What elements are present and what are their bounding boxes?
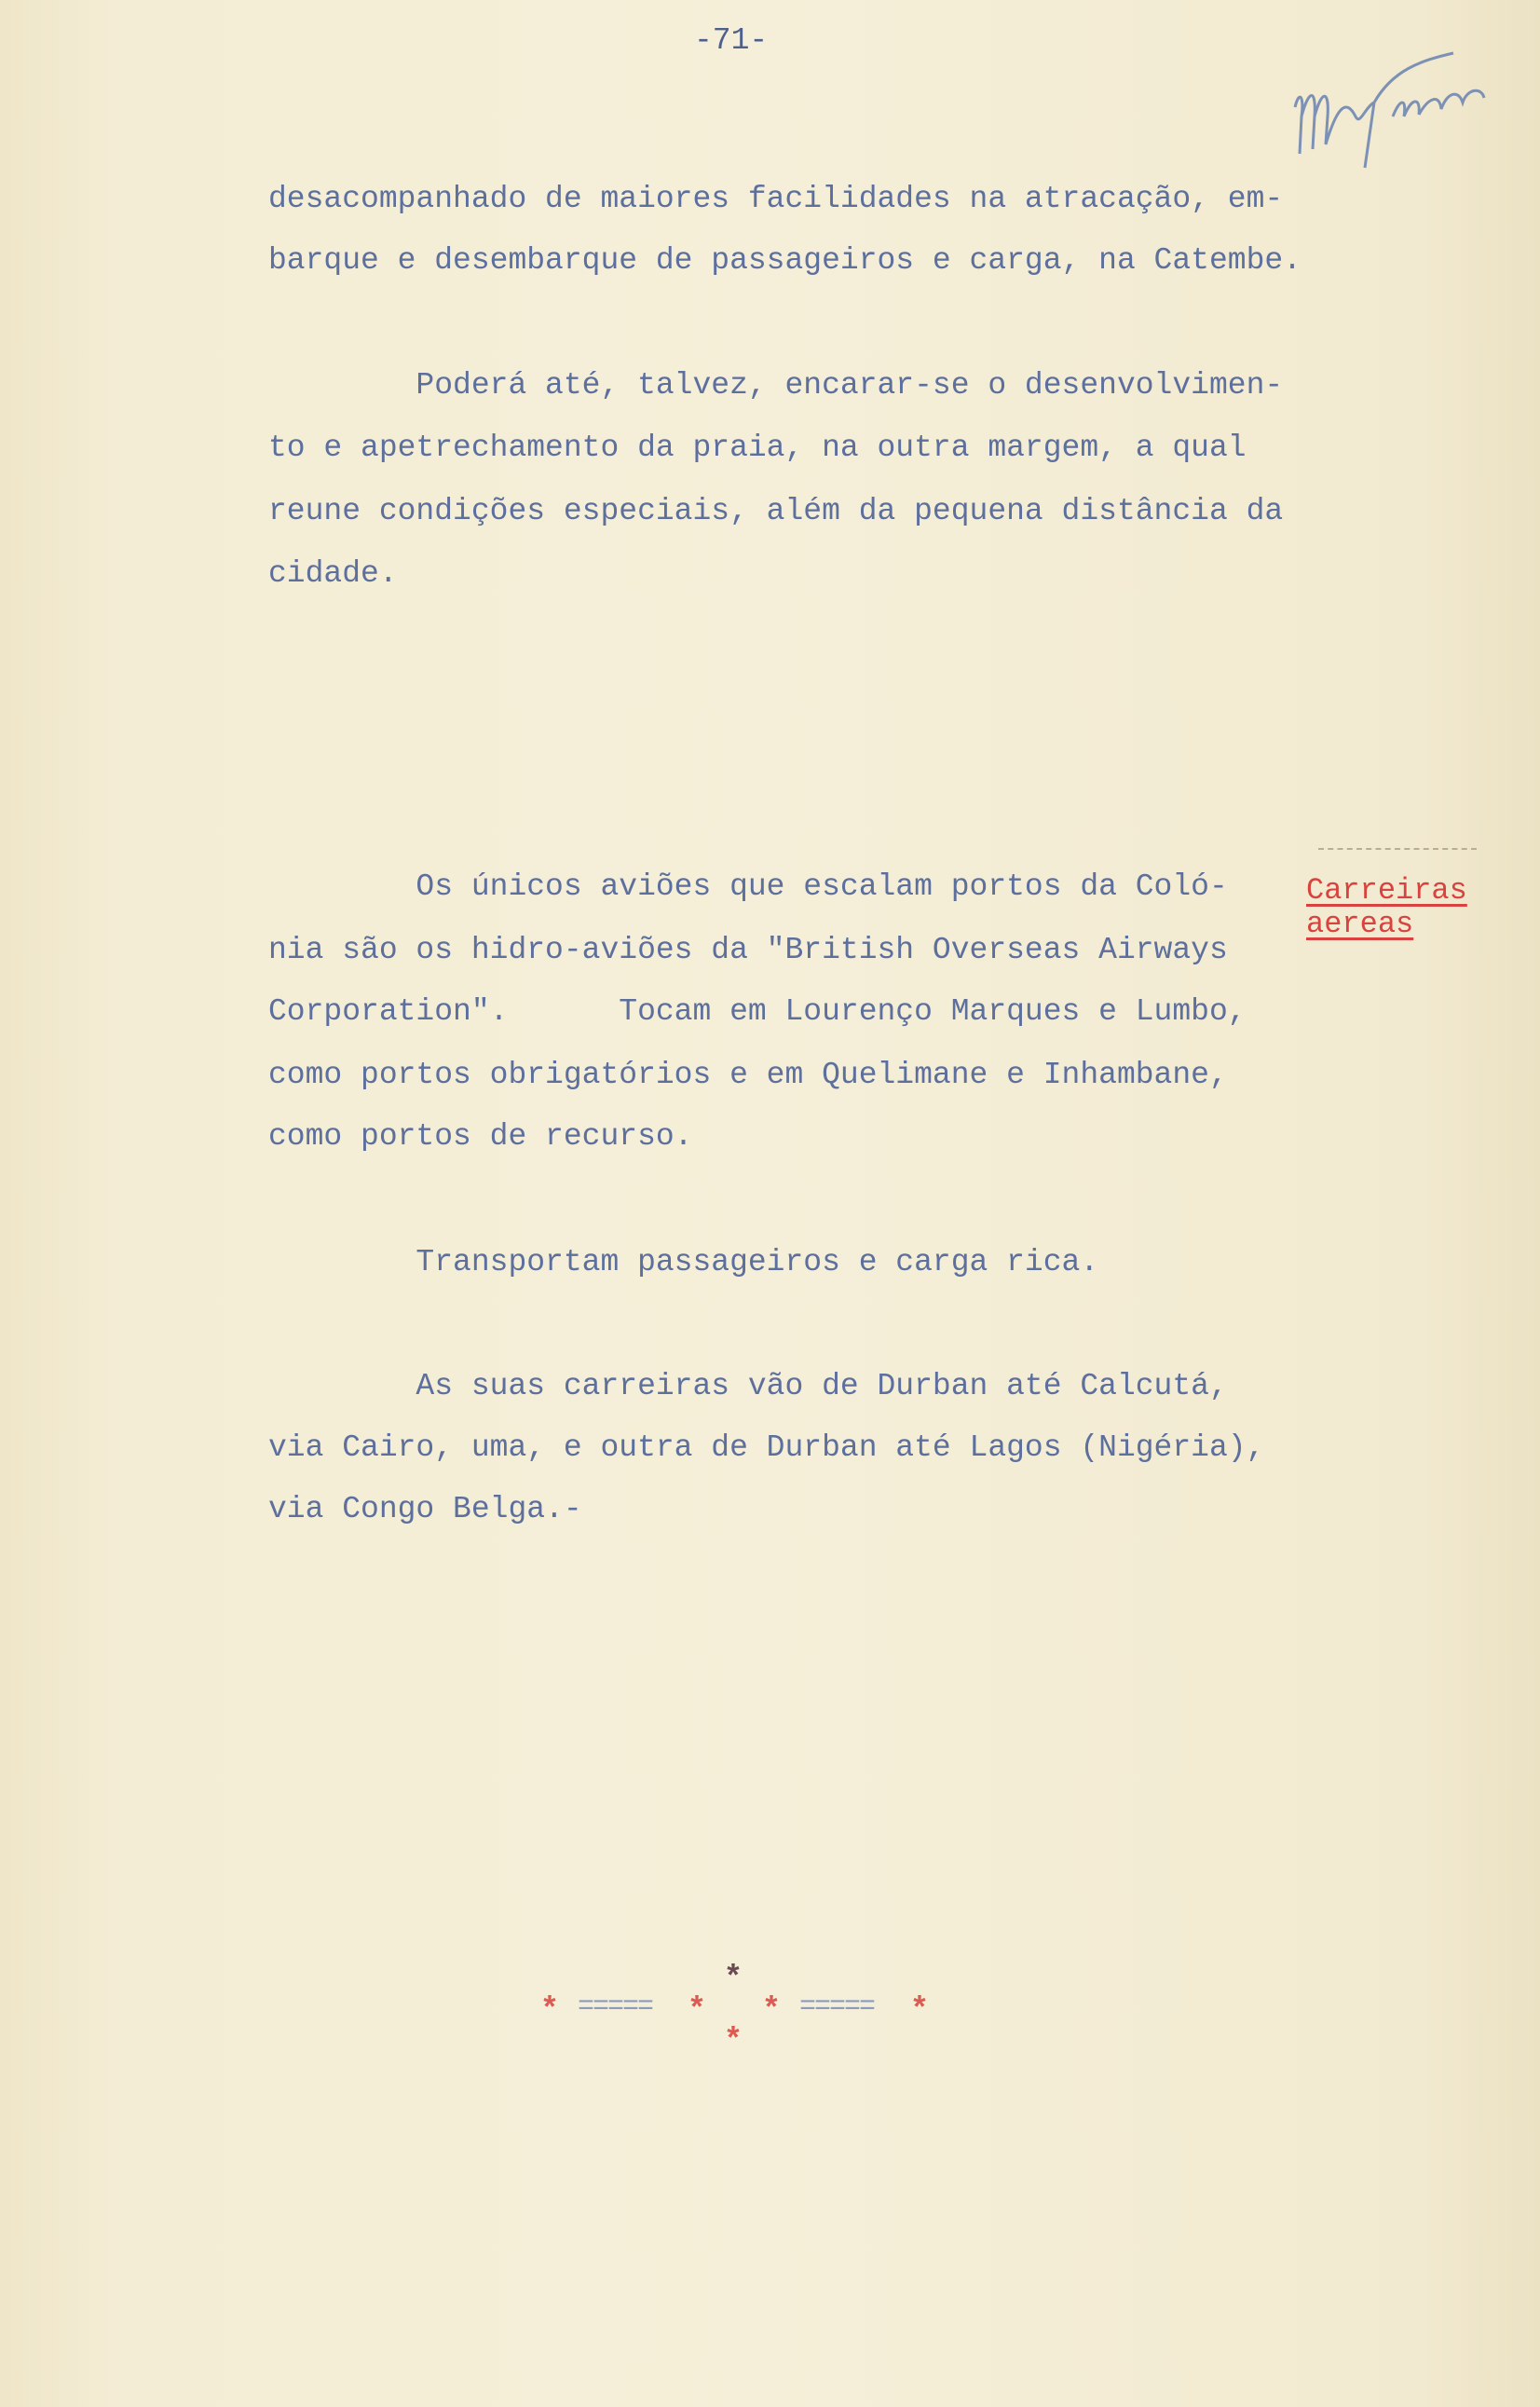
text-line: Transportam passageiros e carga rica. (268, 1245, 1099, 1279)
text-line: como portos obrigatórios e em Quelimane e Inhambane, (268, 1058, 1228, 1092)
text-line: via Congo Belga.- (268, 1492, 582, 1526)
text-line: desacompanhado de maiores facilidades na atracação, em- (268, 182, 1284, 216)
asterisk-ornament: * (539, 1993, 560, 2029)
text-line: Corporation". Tocam em Lourenço Marques e Lumbo, (268, 994, 1247, 1029)
asterisk-ornament: * (761, 1993, 782, 2029)
margin-note-line: aereas (1306, 907, 1414, 941)
margin-note-line: Carreiras (1306, 873, 1467, 908)
divider (1318, 848, 1477, 850)
rule-ornament: ===== (578, 1991, 653, 2023)
text-line: As suas carreiras vão de Durban até Calcutá, (268, 1369, 1228, 1403)
text-line: nia são os hidro-aviões da "British Overseas Airways (268, 933, 1228, 967)
text-line: Os únicos aviões que escalam portos da Coló- (268, 869, 1228, 904)
asterisk-ornament: * (909, 1993, 930, 2029)
text-line: via Cairo, uma, e outra de Durban até Lagos (Nigéria), (268, 1430, 1265, 1465)
rule-ornament: ===== (799, 1991, 875, 2023)
asterisk-ornament: * (723, 2024, 743, 2059)
handwritten-signature (1290, 51, 1514, 172)
text-line: to e apetrechamento da praia, na outra margem, a qual (268, 431, 1247, 465)
asterisk-ornament: * (723, 1962, 743, 1997)
asterisk-ornament: * (687, 1993, 707, 2029)
text-line: cidade. (268, 556, 398, 591)
text-line: reune condições especiais, além da pequena distância da (268, 494, 1284, 528)
text-line: como portos de recurso. (268, 1119, 693, 1154)
page-number: -71- (694, 23, 769, 58)
text-line: Poderá até, talvez, encarar-se o desenvolvimen- (268, 368, 1284, 403)
text-line: barque e desembarque de passageiros e carga, na Catembe. (268, 243, 1302, 278)
